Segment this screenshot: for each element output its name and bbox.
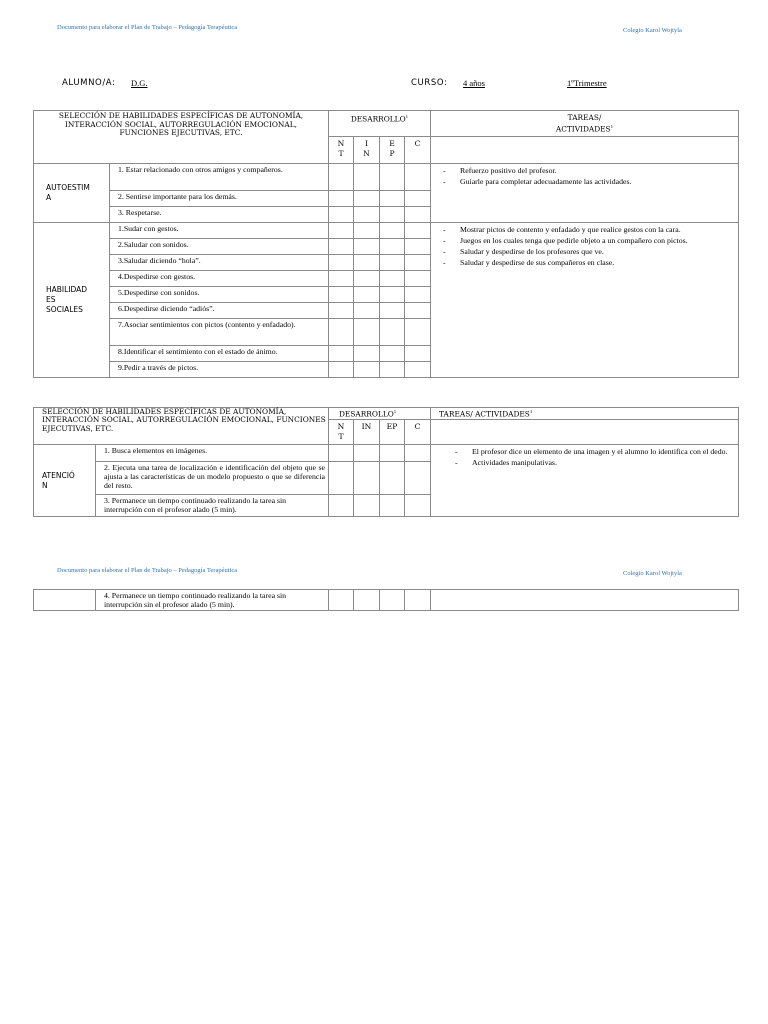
- header-tasks-2-text: TAREAS/ ACTIVIDADES: [439, 409, 530, 419]
- cell-in: [354, 239, 380, 255]
- cell-c: [405, 346, 431, 362]
- cell-c: [405, 590, 431, 611]
- task-item: - El profesor dice un elemento de una imagen y el alumno lo identifica con el dedo.: [455, 447, 732, 456]
- cell-in: [354, 207, 380, 223]
- skills-table-3: [33, 589, 739, 611]
- cell-in: [354, 362, 380, 378]
- skill-row: 7.Asociar sentimientos con pictos (contento y enfadado).: [110, 319, 329, 346]
- skill-row: 5.Despedirse con sonidos.: [110, 287, 329, 303]
- cell-in: [354, 346, 380, 362]
- skill-row: 3. Permanece un tiempo continuado realizando la tarea sin interrupción con el profesor alado (5 min).: [96, 495, 329, 517]
- header-tasks: [431, 111, 739, 137]
- cell-c: [405, 239, 431, 255]
- tasks-autoestima: [431, 164, 739, 223]
- header-desarrollo-2: DESARROLLO$^1$: [329, 408, 431, 420]
- level-c: C: [405, 137, 431, 164]
- skill-row: 3.Saludar diciendo “hola”.: [110, 255, 329, 271]
- header-tasks-line2: ACTIVIDADES$^1$: [555, 123, 614, 134]
- header-skills-2: SELECCIÓN DE HABILIDADES ESPECÍFICAS DE AUTONOMÍA, INTERACCIÓN SOCIAL, AUTORREGULACIÓN EMOCIONAL, FUNCIONES EJECUTIVAS, ETC.: [34, 408, 329, 445]
- cell-ep: [380, 255, 405, 271]
- area-atencion: ATENCIÓ N: [34, 445, 96, 517]
- cell-nt: [329, 590, 354, 611]
- student-label: ALUMNO/A:: [62, 78, 116, 88]
- level-ep: EP: [380, 420, 405, 445]
- cell-nt: [329, 223, 354, 239]
- cell-ep: [380, 362, 405, 378]
- skill-row: 4. Permanece un tiempo continuado realizando la tarea sin interrupción sin el profesor alado (5 min).: [96, 590, 329, 611]
- skill-row: 4.Despedirse con gestos.: [110, 271, 329, 287]
- cell-c: [405, 462, 431, 495]
- cell-nt: [329, 303, 354, 319]
- cell-in: [354, 271, 380, 287]
- cell-in: [354, 590, 380, 611]
- header-skills: SELECCIÓN DE HABILIDADES ESPECÍFICAS DE AUTONOMÍA, INTERACCIÓN SOCIAL, AUTORREGULACIÓN EMOCIONAL, FUNCIONES EJECUTIVAS, ETC.: [34, 111, 329, 164]
- cell-in: [354, 191, 380, 207]
- cell-in: [354, 223, 380, 239]
- task-item: - Juegos en los cuales tenga que pedirle objeto a un compañero con pictos.: [443, 236, 732, 245]
- cell-nt: [329, 164, 354, 191]
- tasks-header-blank: [431, 137, 739, 164]
- level-c: C: [405, 420, 431, 445]
- cell-ep: [380, 223, 405, 239]
- cell-nt: [329, 239, 354, 255]
- skill-row: 2. Sentirse importante para los demás.: [110, 191, 329, 207]
- task-item: - Saludar y despedirse de sus compañeros en clase.: [443, 258, 732, 267]
- cell-c: [405, 362, 431, 378]
- cell-c: [405, 255, 431, 271]
- cell-in: [354, 303, 380, 319]
- tasks-habilidades-sociales: [431, 223, 739, 378]
- page-header-right: Colegio Karol Wojtyla: [623, 27, 682, 34]
- header-desarrollo-text: DESARROLLO: [350, 114, 406, 124]
- skill-row: 9.Pedir a través de pictos.: [110, 362, 329, 378]
- skill-row: 1. Busca elementos en imágenes.: [96, 445, 329, 462]
- header-desarrollo: DESARROLLO$^1$: [329, 111, 431, 137]
- cell-ep: [380, 495, 405, 517]
- cell-c: [405, 164, 431, 191]
- cell-nt: [329, 255, 354, 271]
- level-in: I N: [354, 137, 380, 164]
- skill-row: 1. Estar relacionado con otros amigos y compañeros.: [110, 164, 329, 191]
- cell-ep: [380, 287, 405, 303]
- page2-header-left: Documento para elaborar el Plan de Trabajo – Pedagogía Terapéutica: [57, 567, 238, 574]
- cell-c: [405, 191, 431, 207]
- cell-nt: [329, 346, 354, 362]
- level-nt: N T: [329, 137, 354, 164]
- cell-c: [405, 303, 431, 319]
- cell-ep: [380, 462, 405, 495]
- cell-nt: [329, 445, 354, 462]
- cell-ep: [380, 319, 405, 346]
- cell-in: [354, 495, 380, 517]
- skills-table-1: [33, 110, 739, 378]
- cell-nt: [329, 207, 354, 223]
- task-item: - Saludar y despedirse de los profesores que ve.: [443, 247, 732, 256]
- cell-c: [405, 287, 431, 303]
- cell-nt: [329, 495, 354, 517]
- cell-in: [354, 164, 380, 191]
- header-tasks-line2-text: ACTIVIDADES: [555, 124, 611, 134]
- cell-in: [354, 462, 380, 495]
- cell-nt: [329, 191, 354, 207]
- cell-c: [405, 207, 431, 223]
- level-in: IN: [354, 420, 380, 445]
- student-name: D.G.: [131, 78, 148, 88]
- cell-c: [405, 495, 431, 517]
- cell-nt: [329, 362, 354, 378]
- course-label: CURSO:: [411, 78, 448, 88]
- level-ep: E P: [380, 137, 405, 164]
- cell-c: [405, 223, 431, 239]
- header-desarrollo-2-text: DESARROLLO: [339, 409, 394, 419]
- cell-c: [405, 319, 431, 346]
- skill-row: 6.Despedirse diciendo “adiós”.: [110, 303, 329, 319]
- level-nt: N T: [329, 420, 354, 445]
- skill-row: 3. Respetarse.: [110, 207, 329, 223]
- cell-ep: [380, 445, 405, 462]
- area-autoestima: AUTOESTIM A: [34, 164, 110, 223]
- cell-ep: [380, 271, 405, 287]
- area-blank: [34, 590, 96, 611]
- cell-c: [405, 271, 431, 287]
- skill-row: 1.Sudar con gestos.: [110, 223, 329, 239]
- cell-in: [354, 287, 380, 303]
- cell-ep: [380, 207, 405, 223]
- tasks-blank: [431, 590, 739, 611]
- page-header-left: Documento para elaborar el Plan de Trabajo – Pedagogía Terapéutica: [57, 24, 238, 31]
- cell-nt: [329, 319, 354, 346]
- skill-row: 8.Identificar el sentimiento con el estado de ánimo.: [110, 346, 329, 362]
- skills-table-2: [33, 407, 739, 517]
- page2-header-right: Colegio Karol Wojtyla: [623, 570, 682, 577]
- cell-ep: [380, 303, 405, 319]
- cell-nt: [329, 287, 354, 303]
- area-habilidades-sociales: HABILIDAD ES SOCIALES: [34, 223, 110, 378]
- cell-nt: [329, 271, 354, 287]
- cell-in: [354, 255, 380, 271]
- cell-nt: [329, 462, 354, 495]
- tasks-header-blank: [431, 420, 739, 445]
- cell-ep: [380, 191, 405, 207]
- task-item: - Guiarle para completar adecuadamente las actividades.: [443, 177, 732, 186]
- term-value: 1ºTrimestre: [567, 78, 607, 88]
- task-item: - Refuerzo positivo del profesor.: [443, 166, 732, 175]
- cell-in: [354, 319, 380, 346]
- cell-ep: [380, 239, 405, 255]
- cell-in: [354, 445, 380, 462]
- cell-ep: [380, 346, 405, 362]
- task-item: - Actividades manipulativas.: [455, 458, 732, 467]
- cell-ep: [380, 164, 405, 191]
- cell-c: [405, 445, 431, 462]
- tasks-atencion: [431, 445, 739, 517]
- skill-row: 2.Saludar con sonidos.: [110, 239, 329, 255]
- task-item: - Mostrar pictos de contento y enfadado y que realice gestos con la cara.: [443, 225, 732, 234]
- header-tasks-line1: TAREAS/: [567, 113, 602, 122]
- course-value: 4 años: [463, 78, 485, 88]
- cell-ep: [380, 590, 405, 611]
- header-tasks-2: TAREAS/ ACTIVIDADES$^1$: [431, 408, 739, 420]
- skill-row: 2. Ejecuta una tarea de localización e identificación del objeto que se ajusta a las características de un modelo propuesto o que se diferencia del resto.: [96, 462, 329, 495]
